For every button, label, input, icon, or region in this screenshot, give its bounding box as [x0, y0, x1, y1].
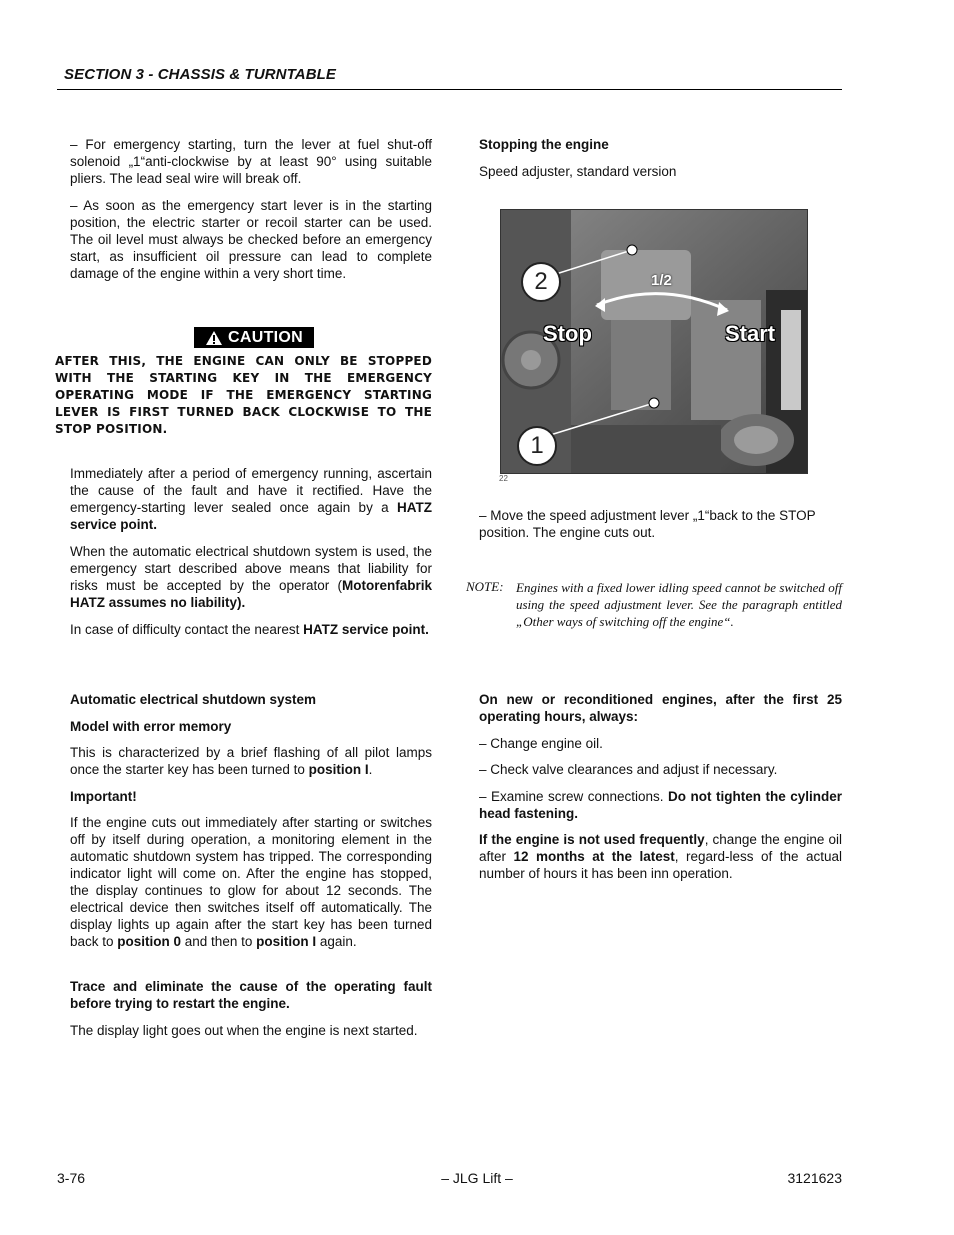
important-paragraph: If the engine cuts out immediately after starting or switches off by itself during operation, a monitoring element in the automatic shutdown system has tripped. The corresponding indicator light will come on. After the engine has stopped, the display continues to glow for about 12 seconds. The electrical device then switches itself off automatically. The display lights up again after the start key has been turned back to position 0 and then to position I again.: [70, 815, 432, 949]
header-divider: [57, 89, 842, 90]
infrequent-use-paragraph: If the engine is not used frequently, change the engine oil after 12 months at the latest, regard-less of the actual number of hours it has been inn operation.: [479, 832, 842, 881]
figure-caption: 22: [499, 474, 508, 483]
section-title: SECTION 3 - CHASSIS & TURNTABLE: [64, 66, 337, 83]
callout-2: 2: [521, 262, 561, 302]
warning-triangle-icon: [205, 330, 223, 346]
error-memory-paragraph: This is characterized by a brief flashing of all pilot lamps once the starter key has been turned to position I.: [70, 745, 432, 777]
emergency-lever-paragraph: – As soon as the emergency start lever is in the starting position, the electric starter or recoil starter can be used. The oil level must always be checked before an emergency start, as insufficient oil pressure can lead to complete damage of the engine within a very short time.: [70, 198, 432, 281]
caution-badge: [194, 327, 314, 348]
caution-message: AFTER THIS, THE ENGINE CAN ONLY BE STOPPED WITH THE STARTING KEY IN THE EMERGENCY OPERATING MODE IF THE EMERGENCY STARTING LEVER IS FIRST TURNED BACK CLOCKWISE TO THE STOP POSITION.: [55, 354, 432, 436]
footer-brand: – JLG Lift –: [441, 1170, 513, 1186]
contact-paragraph: In case of difficulty contact the nearest HATZ service point.: [70, 622, 429, 637]
start-label: Start: [725, 321, 776, 346]
stop-label: Stop: [543, 321, 592, 346]
heading-important: Important!: [70, 789, 137, 804]
new-engines-heading: On new or reconditioned engines, after the first 25 operating hours, always:: [479, 692, 842, 724]
move-lever-paragraph: – Move the speed adjustment lever „1“back to the STOP position. The engine cuts out.: [479, 508, 816, 540]
list-item-screw-connections: – Examine screw connections. Do not tighten the cylinder head fastening.: [479, 789, 842, 821]
list-item-change-oil: – Change engine oil.: [479, 736, 603, 751]
page-number: 3-76: [57, 1170, 86, 1186]
heading-error-memory: Model with error memory: [70, 719, 232, 734]
emergency-start-paragraph: – For emergency starting, turn the lever at fuel shut-off solenoid „1“anti-clockwise by at least 90° using suitable pliers. The lead seal wire will break off.: [70, 137, 432, 186]
trace-fault-paragraph: Trace and eliminate the cause of the operating fault before trying to restart the engine.: [70, 979, 432, 1011]
heading-stopping-engine: Stopping the engine: [479, 137, 609, 152]
note-text: Engines with a fixed lower idling speed cannot be switched off using the speed adjustment lever. See the paragraph entitled „Other ways of switching off the engine“.: [516, 580, 842, 629]
liability-paragraph: When the automatic electrical shutdown system is used, the emergency start described above means that liability for risks must be accepted by the operator (Motorenfabrik HATZ assumes no liability).: [70, 544, 432, 610]
speed-adjuster-subtitle: Speed adjuster, standard version: [479, 164, 677, 179]
list-item-valve-clearance: – Check valve clearances and adjust if necessary.: [479, 762, 778, 777]
note-label: NOTE:: [466, 579, 504, 594]
half-mark-label: 1/2: [651, 272, 672, 289]
callout-1: 1: [517, 426, 557, 466]
engine-speed-adjuster-photo: [500, 209, 808, 474]
display-light-paragraph: The display light goes out when the engine is next started.: [70, 1023, 418, 1038]
caution-label: CAUTION: [228, 328, 303, 346]
document-number: 3121623: [787, 1170, 842, 1186]
after-emergency-paragraph: Immediately after a period of emergency running, ascertain the cause of the fault and have it rectified. Have the emergency-starting lever sealed once again by a HATZ service point.: [70, 466, 432, 532]
heading-automatic-shutdown: Automatic electrical shutdown system: [70, 692, 317, 707]
